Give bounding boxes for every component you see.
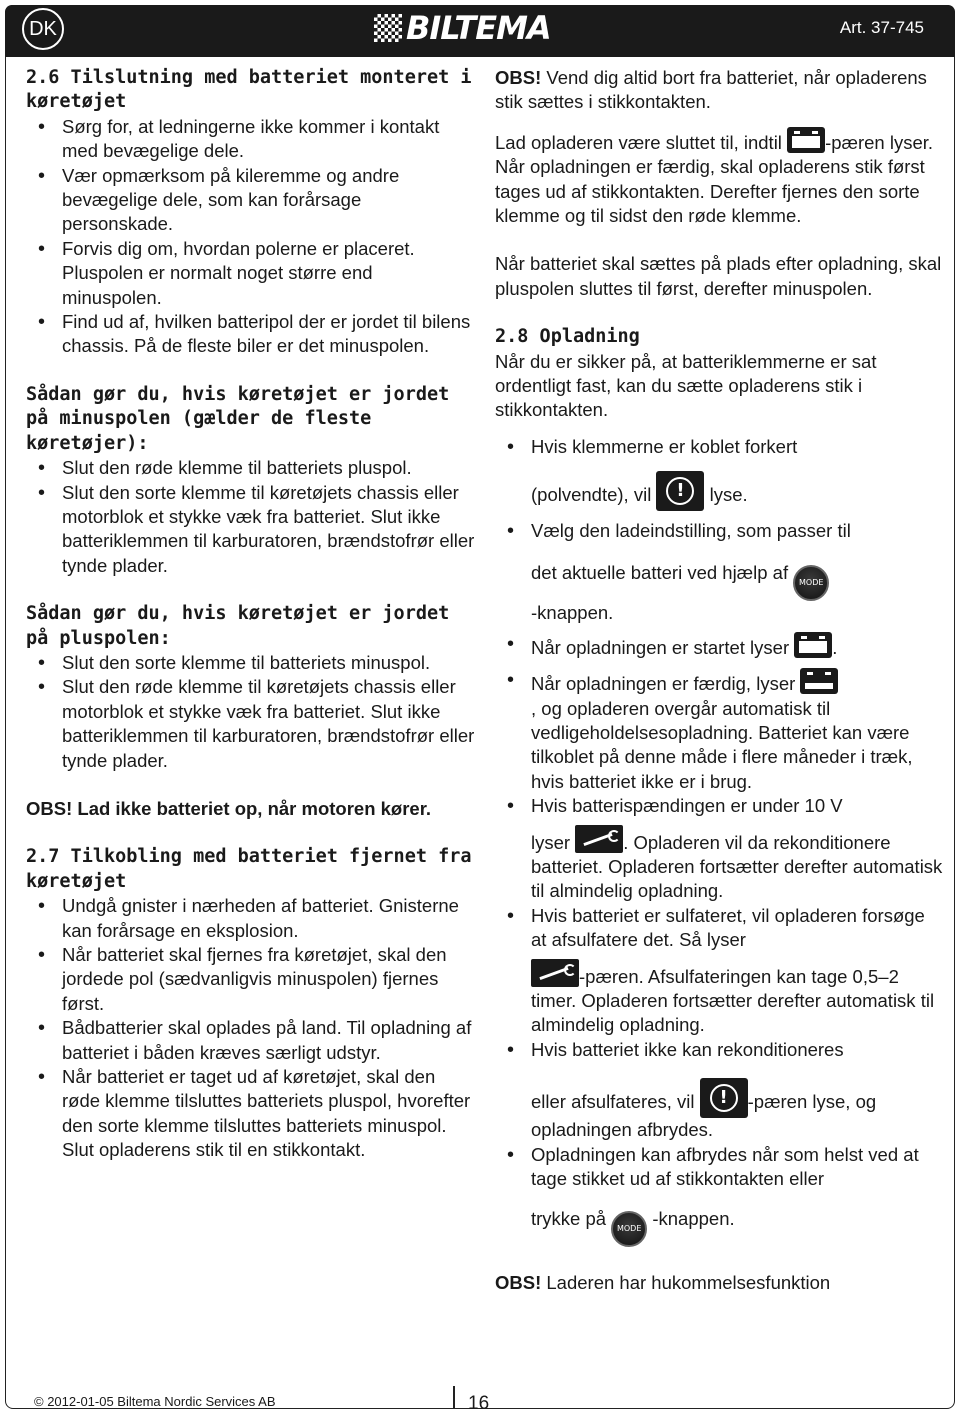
text-span: -knappen. bbox=[647, 1208, 735, 1230]
text-span: Vælg den ladeindstilling, som passer til bbox=[531, 519, 851, 541]
text-span: Når opladningen er startet lyser bbox=[531, 636, 795, 658]
text-span: Opladningen kan afbrydes når som helst ved at tage stikket ud af stikkontakten eller bbox=[531, 1143, 919, 1189]
text-span: Når opladningen er færdig, lyser bbox=[531, 673, 801, 695]
positive-ground-list bbox=[26, 651, 476, 773]
battery-icon bbox=[794, 632, 832, 658]
text-span: . bbox=[832, 636, 838, 658]
logo-text: BILTEMA bbox=[406, 9, 551, 47]
memory-note bbox=[495, 1271, 945, 1295]
copyright: © 2012-01-05 Biltema Nordic Services AB bbox=[34, 1394, 276, 1409]
text-span: lyser bbox=[531, 831, 576, 853]
text-span: -pæren lyser. bbox=[825, 131, 934, 153]
biltema-logo bbox=[374, 10, 551, 46]
section-2-8-intro: Når du er sikker på, at batteriklemmerne er sat ordentligt fast, kan du sætte opladerens stik i stikkontakten. bbox=[495, 350, 877, 421]
list-item: • Slut den sorte klemme til køretøjets chassis eller motorblok et stykke væk fra batteriet. Slut ikke batteriklemmen til karburatoren, brændstofrør eller tynde plader. bbox=[26, 481, 476, 579]
list-item: • Slut den sorte klemme til batteriets minuspol. bbox=[26, 651, 476, 675]
section-2-8-title: 2.8 Opladning bbox=[495, 326, 640, 348]
text-span: (polvendte), vil bbox=[531, 483, 657, 505]
text-span: det aktuelle batteri ved hjælp af bbox=[531, 562, 794, 584]
list-item bbox=[495, 904, 945, 1038]
list-item: • Bådbatterier skal oplades på land. Til opladning af batteriet i båden kræves særligt udstyr. bbox=[26, 1016, 476, 1065]
text-span: Hvis batteriet er sulfateret, vil opladeren forsøge at afsulfatere det. Så lyser bbox=[531, 904, 925, 951]
page-number: 16 bbox=[468, 1393, 490, 1414]
section-2-7-title: 2.7 Tilkobling med batteriet fjernet fra køretøjet bbox=[26, 846, 472, 892]
negative-ground-title: Sådan gør du, hvis køretøjet er jordet på minuspolen (gælder de fleste køretøjer): bbox=[26, 383, 450, 454]
list-item bbox=[495, 794, 945, 904]
alert-icon bbox=[700, 1078, 748, 1118]
list-item bbox=[495, 1038, 945, 1143]
mode-button-icon: MODE bbox=[611, 1211, 647, 1247]
list-item: • Når batteriet er taget ud af køretøjet, skal den røde klemme tilsluttes batteriets pluspol, hvorefter den sorte klemme tilsluttes batteriets minuspol. Slut opladerens stik til en stikkontakt. bbox=[26, 1065, 476, 1163]
text-span: Lad opladeren være sluttet til, indtil bbox=[495, 131, 788, 153]
list-item bbox=[495, 1143, 945, 1248]
section-2-6-list bbox=[26, 115, 476, 359]
text-span: trykke på bbox=[531, 1208, 612, 1230]
section-2-6-title: 2.6 Tilslutning med batteriet monteret i køretøjet bbox=[26, 67, 472, 113]
battery-icon bbox=[800, 668, 838, 694]
list-item: • Find ud af, hvilken batteripol der er jordet til bilens chassis. På de fleste biler er det minuspolen. bbox=[26, 310, 476, 359]
mode-button-icon: MODE bbox=[793, 565, 829, 601]
text-span: -pæren lyse, og opladningen afbrydes. bbox=[531, 1091, 877, 1141]
list-item: • Sørg for, at ledningerne ikke kommer i kontakt med bevægelige dele. bbox=[26, 115, 476, 164]
negative-ground-list bbox=[26, 456, 476, 578]
text-span: lyse. bbox=[704, 483, 748, 505]
alert-glyph: ! bbox=[666, 477, 694, 505]
engine-warning: OBS! Lad ikke batteriet op, når motoren kører. bbox=[26, 797, 432, 819]
text-span: Hvis batteriet ikke kan rekonditioneres bbox=[531, 1038, 844, 1060]
positive-ground-title: Sådan gør du, hvis køretøjet er jordet på pluspolen: bbox=[26, 603, 450, 649]
alert-icon bbox=[656, 471, 704, 511]
text-span: , og opladeren overgår automatisk til vedligeholdelsesopladning. Batteriet kan være tilkoblet på denne måde i flere måneder i træk, hvis batteriet ikke er i brug. bbox=[531, 697, 913, 792]
obs-safety-note bbox=[495, 66, 945, 115]
obs-label: OBS! bbox=[495, 67, 542, 88]
list-item: • Vær opmærksom på kileremme og andre bevægelige dele, som kan forårsage personskade. bbox=[26, 164, 476, 237]
text-span: . Opladeren vil da rekonditionere batteriet. Opladeren fortsætter derefter automatisk til almindelig opladning. bbox=[531, 831, 943, 902]
list-item bbox=[495, 519, 945, 626]
obs-text: Laderen har hukommelsesfunktion bbox=[541, 1272, 831, 1294]
text-span: eller afsulfateres, vil bbox=[531, 1091, 700, 1113]
list-item: • Undgå gnister i nærheden af batteriet. Gnisterne kan forårsage en eksplosion. bbox=[26, 894, 476, 943]
wrench-icon bbox=[531, 959, 579, 987]
list-item: • Når batteriet skal fjernes fra køretøjet, skal den jordede pol (sædvanligvis minuspolen) fjernes først. bbox=[26, 943, 476, 1016]
list-item: • Slut den røde klemme til køretøjets chassis eller motorblok et stykke væk fra batteriet. Slut ikke batteriklemmen til karburatoren, brændstofrør eller tynde plader. bbox=[26, 675, 476, 773]
list-item: • Forvis dig om, hvordan polerne er placeret. Pluspolen er normalt noget større end minuspolen. bbox=[26, 237, 476, 310]
wrench-icon bbox=[575, 825, 623, 853]
battery-icon bbox=[787, 127, 825, 153]
refit-order-note: Når batteriet skal sættes på plads efter opladning, skal pluspolen sluttes til først, derefter minuspolen. bbox=[495, 253, 942, 299]
left-column bbox=[26, 66, 476, 1163]
right-column bbox=[495, 66, 945, 1296]
alert-glyph: ! bbox=[710, 1084, 738, 1112]
text-span: -pæren. Afsulfateringen kan tage 0,5–2 timer. Opladeren fortsætter derefter automatisk til almindelig opladning. bbox=[531, 965, 935, 1036]
language-badge: DK bbox=[22, 8, 64, 50]
section-2-8-list bbox=[495, 423, 945, 1248]
unplug-order-note: Når opladningen er færdig, skal opladerens stik først tages ud af stikkontakten. Derefter fjernes den sorte klemme og til sidst den røde klemme. bbox=[495, 156, 925, 227]
list-item bbox=[495, 423, 945, 519]
list-item: • Slut den røde klemme til batteriets pluspol. bbox=[26, 456, 476, 480]
list-item bbox=[495, 632, 945, 660]
list-item bbox=[495, 668, 945, 794]
text-span: Hvis klemmerne er koblet forkert bbox=[531, 435, 798, 457]
article-number: Art. 37-745 bbox=[839, 18, 924, 37]
footer-divider bbox=[453, 1386, 455, 1408]
connected-until-note bbox=[495, 127, 945, 155]
obs-text: Vend dig altid bort fra batteriet, når opladerens stik sættes i stikkontakten. bbox=[495, 67, 927, 113]
obs-label: OBS! bbox=[495, 1272, 542, 1294]
text-span: Hvis batterispændingen er under 10 V bbox=[531, 795, 843, 817]
checkered-flag-icon bbox=[374, 14, 402, 42]
text-span: -knappen. bbox=[531, 602, 614, 624]
section-2-7-list bbox=[26, 894, 476, 1162]
